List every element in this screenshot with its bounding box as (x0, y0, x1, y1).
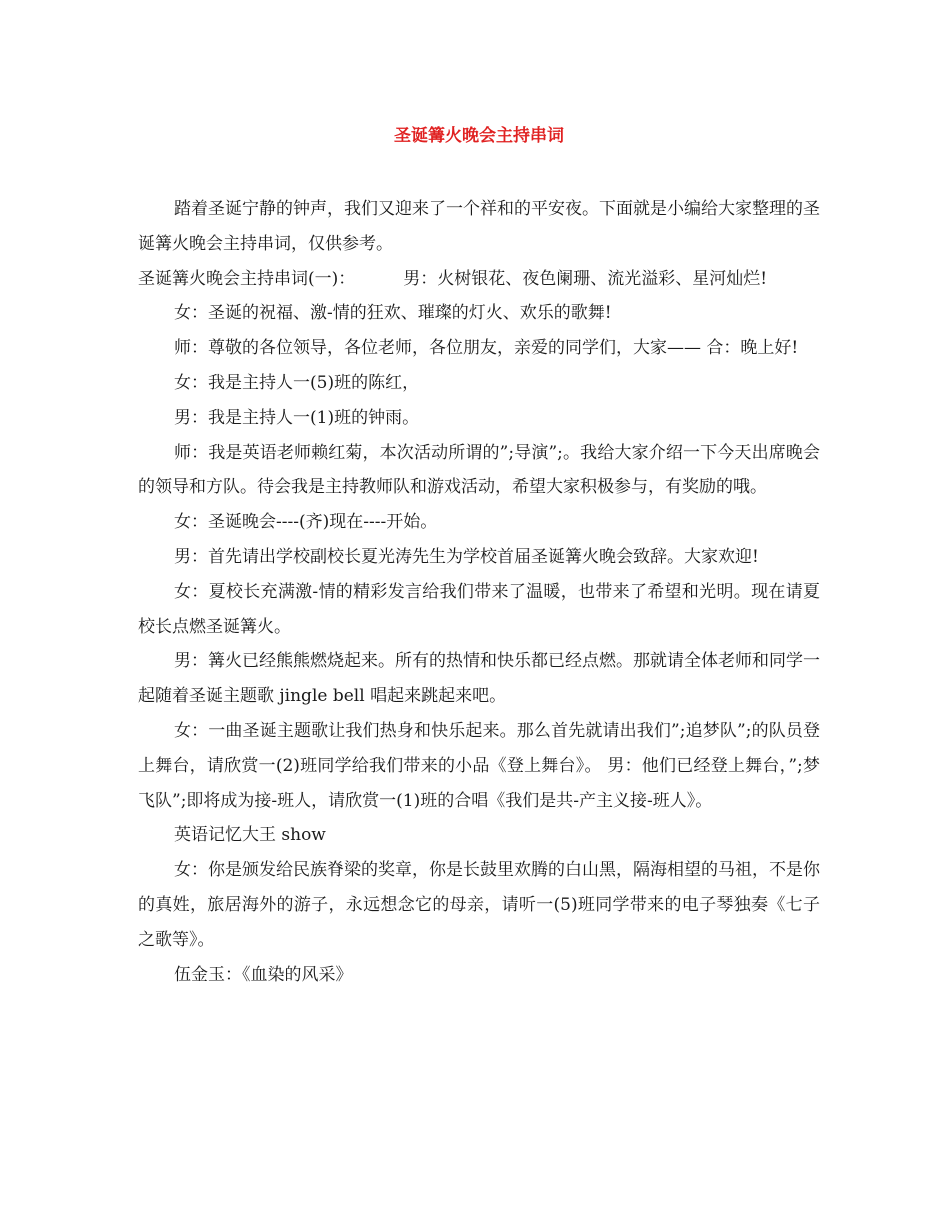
paragraph-intro: 踏着圣诞宁静的钟声，我们又迎来了一个祥和的平安夜。下面就是小编给大家整理的圣诞篝火晚会主持串词，仅供参考。 (138, 199, 820, 254)
paragraph-line: 女：你是颁发给民族脊梁的奖章，你是长鼓里欢腾的白山黑，隔海相望的马祖，不是你的真姓，旅居海外的游子，永远想念它的母亲，请听一(5)班同学带来的电子琴独奏《七子之歌等》。 (138, 860, 820, 950)
paragraph-line: 女：我是主持人一(5)班的陈红， (174, 372, 420, 393)
document-title: 圣诞篝火晚会主持串词 (394, 126, 564, 146)
paragraph-section-heading (138, 262, 820, 297)
section-heading-tail: 男：火树银花、夜色阑珊、流光溢彩、星河灿烂! (403, 268, 768, 289)
paragraph-line: 男：首先请出学校副校长夏光涛先生为学校首届圣诞篝火晚会致辞。大家欢迎! (174, 546, 759, 567)
paragraph-line: 伍金玉：《血染的风采》 (174, 964, 353, 985)
paragraph-line: 英语记忆大王 show (174, 825, 326, 846)
paragraph-line: 女：一曲圣诞主题歌让我们热身和快乐起来。那么首先就请出我们”;追梦队”;的队员登上舞台，请欣赏一(2)班同学给我们带来的小品《登上舞台》。 男：他们已经登上舞台，”;梦飞队”;即将成为接-班人，请欣赏一(1)班的合唱《我们是共-产主义接-班人》。 (138, 720, 820, 811)
paragraph-line: 男：我是主持人一(1)班的钟雨。 (174, 407, 420, 428)
paragraph-line: 男：篝火已经熊熊燃烧起来。所有的热情和快乐都已经点燃。那就请全体老师和同学一起随着圣诞主题歌 jingle bell 唱起来跳起来吧。 (138, 651, 820, 707)
document-page (138, 120, 820, 992)
paragraph-line: 女：圣诞晚会----(齐)现在----开始。 (174, 512, 438, 533)
paragraph-line: 师：尊敬的各位领导，各位老师，各位朋友，亲爱的同学们，大家—— 合：晚上好! (174, 338, 799, 359)
paragraph-line: 女：夏校长充满激-情的精彩发言给我们带来了温暖，也带来了希望和光明。现在请夏校长点燃圣诞篝火。 (138, 581, 820, 637)
section-heading: 圣诞篝火晚会主持串词(一)： (138, 268, 356, 289)
paragraph-line: 师：我是英语老师赖红菊，本次活动所谓的”;导演”;。我给大家介绍一下今天出席晚会的领导和方队。待会我是主持教师队和游戏活动，希望大家积极参与，有奖励的哦。 (138, 442, 820, 498)
paragraph-line: 女：圣诞的祝福、激-情的狂欢、璀璨的灯火、欢乐的歌舞! (174, 303, 612, 324)
